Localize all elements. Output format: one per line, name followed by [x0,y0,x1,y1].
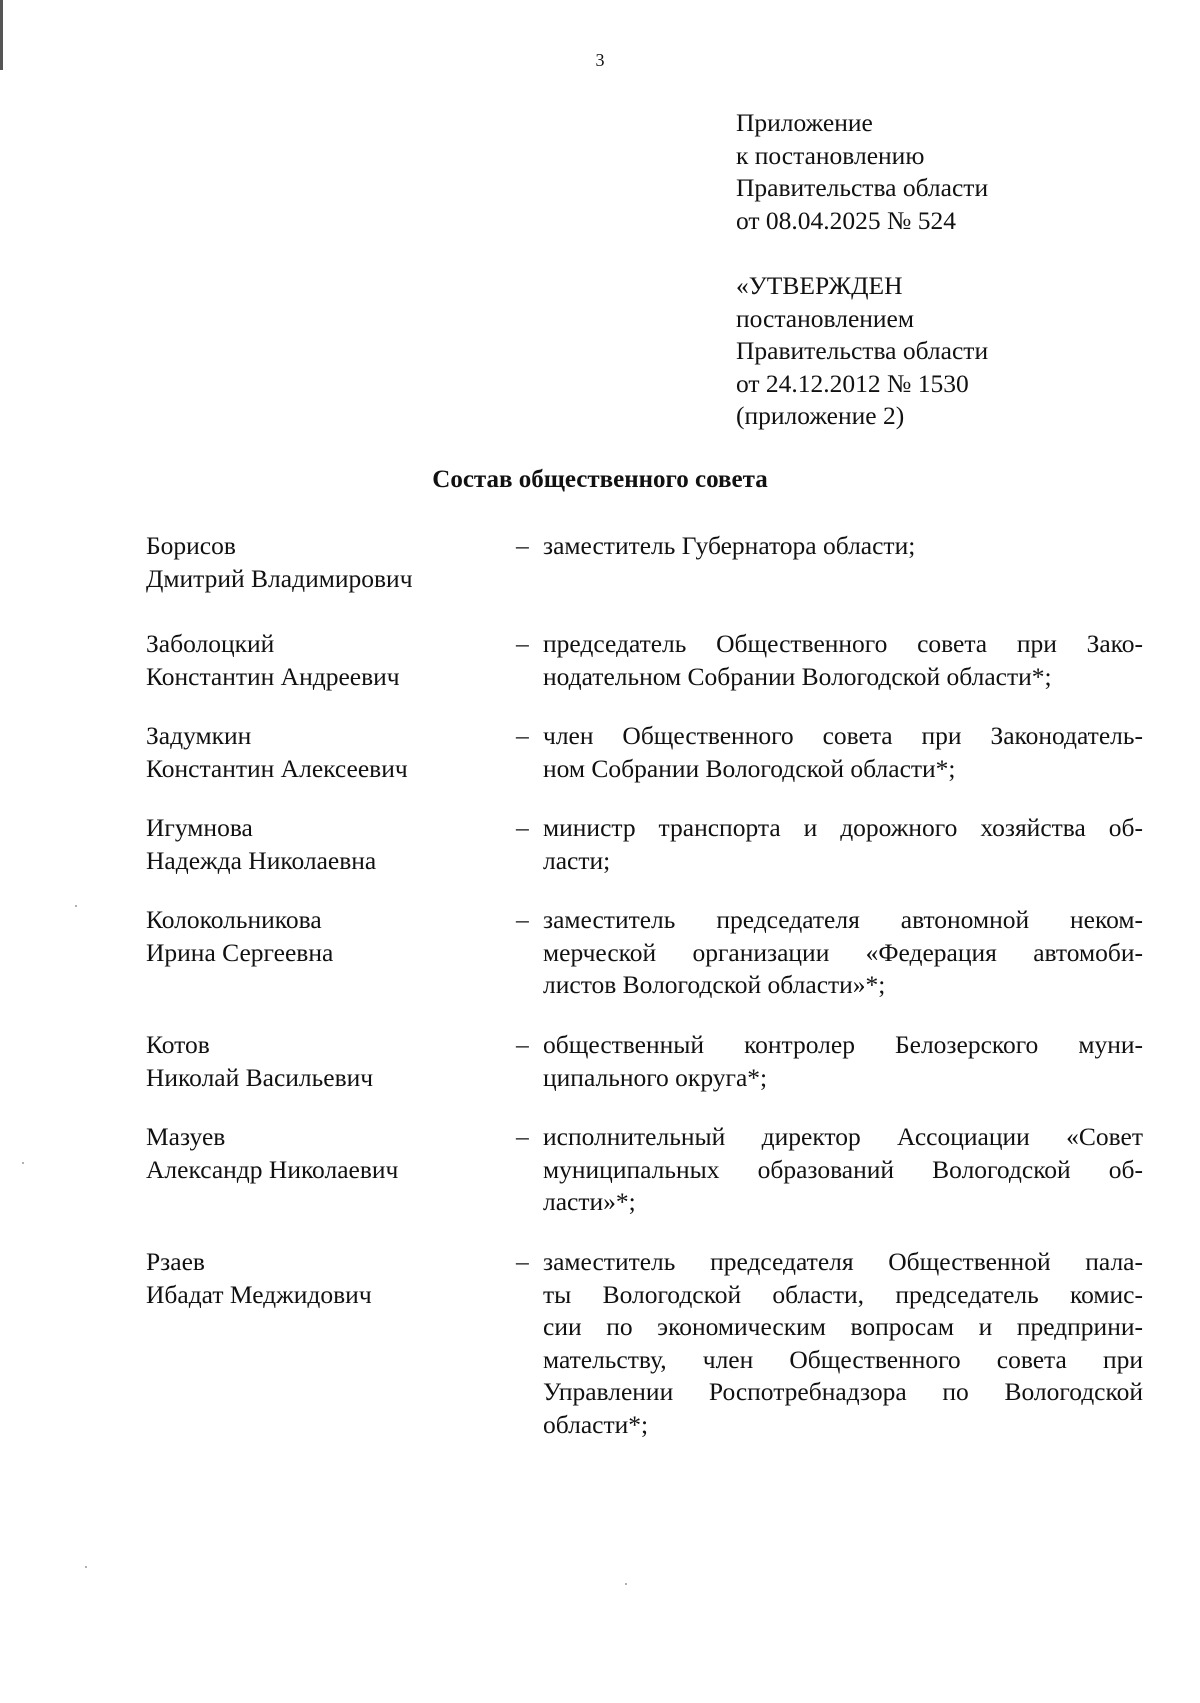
member-given-names: Константин Андреевич [146,661,400,691]
scan-speck [85,1566,87,1568]
member-surname: Борисов [146,531,236,560]
member-row [146,720,1146,785]
appendix-block [736,107,988,237]
member-name [146,1029,506,1094]
member-name [146,720,506,785]
member-row [146,812,1146,877]
member-dash: – [516,721,529,750]
member-name [146,1246,506,1311]
appendix-line: к постановлению [736,140,925,170]
member-row [146,1121,1146,1219]
member-role-line: заместитель председателя Общественной пала- [543,1247,1143,1276]
member-role-line: Управлении Роспотребнадзора по Вологодской [543,1377,1143,1406]
member-role-line: муниципальных образований Вологодской об- [543,1154,1143,1184]
member-dash: – [516,1122,529,1151]
approved-block [736,270,988,433]
member-row [146,1246,1146,1441]
member-dash: – [516,905,529,934]
member-row [146,1029,1146,1094]
appendix-line: Приложение [736,108,873,137]
member-name [146,904,506,969]
member-given-names: Николай Васильевич [146,1062,374,1092]
approved-line: Правительства области [736,336,989,365]
member-role-line: общественный контролер Белозерского муни- [543,1030,1143,1059]
member-role-line: ципального округа*; [543,1062,768,1092]
approved-line: «УТВЕРЖДЕН [736,271,903,300]
member-role [543,1121,1143,1219]
member-role [543,904,1143,1002]
member-role-line: мерческой организации «Федерация автомоби- [543,937,1143,967]
approved-line: от 24.12.2012 № 1530 [736,368,969,398]
appendix-line: от 08.04.2025 № 524 [736,205,957,235]
member-dash: – [516,1030,529,1059]
member-name [146,530,506,595]
member-surname: Задумкин [146,721,252,750]
member-role-line: мательству, член Общественного совета при [543,1344,1143,1374]
member-role [543,628,1143,693]
member-surname: Рзаев [146,1247,205,1276]
member-dash: – [516,1247,529,1276]
member-given-names: Константин Алексеевич [146,753,408,783]
member-role [543,720,1143,785]
member-role-line: член Общественного совета при Законодатель- [543,721,1143,750]
member-name [146,812,506,877]
member-given-names: Александр Николаевич [146,1154,399,1184]
member-role-line: заместитель Губернатора области; [543,531,916,560]
member-row [146,628,1146,693]
member-given-names: Надежда Николаевна [146,845,377,875]
scan-speck [22,1162,24,1164]
approved-line: (приложение 2) [736,401,905,430]
member-given-names: Ирина Сергеевна [146,937,334,967]
member-role-line: ном Собрании Вологодской области*; [543,753,956,783]
member-role [543,530,1143,563]
member-role-line: ласти»*; [543,1187,636,1216]
member-dash: – [516,813,529,842]
member-role-line: министр транспорта и дорожного хозяйства об- [543,813,1143,842]
document-title: Состав общественного совета [432,466,768,493]
member-role-line: области*; [543,1409,649,1439]
member-role-line: ты Вологодской области, председатель комис- [543,1279,1143,1309]
member-role-line: нодательном Собрании Вологодской области*; [543,661,1052,691]
member-role-line: заместитель председателя автономной неком- [543,905,1143,934]
page-number: 3 [595,50,605,70]
member-role-line: листов Вологодской области»*; [543,970,886,999]
scan-speck [75,905,77,907]
member-role-line: исполнительный директор Ассоциации «Совет [543,1122,1143,1151]
member-role [543,1029,1143,1094]
member-surname: Колокольникова [146,905,322,934]
approved-line: постановлением [736,303,915,333]
member-dash: – [516,629,529,658]
member-role-line: сии по экономическим вопросам и предприни- [543,1312,1143,1341]
member-surname: Котов [146,1030,210,1059]
appendix-line: Правительства области [736,173,989,202]
member-given-names: Ибадат Меджидович [146,1279,372,1309]
member-surname: Игумнова [146,813,253,842]
member-surname: Заболоцкий [146,629,275,658]
member-given-names: Дмитрий Владимирович [146,563,413,593]
member-dash: – [516,531,529,560]
member-name [146,1121,506,1186]
member-role [543,1246,1143,1441]
member-name [146,628,506,693]
member-role-line: председатель Общественного совета при Зако- [543,629,1143,658]
scan-speck [625,1583,627,1585]
member-surname: Мазуев [146,1122,226,1151]
member-role-line: ласти; [543,845,611,875]
member-role [543,812,1143,877]
member-row [146,904,1146,1002]
member-row [146,530,1146,593]
